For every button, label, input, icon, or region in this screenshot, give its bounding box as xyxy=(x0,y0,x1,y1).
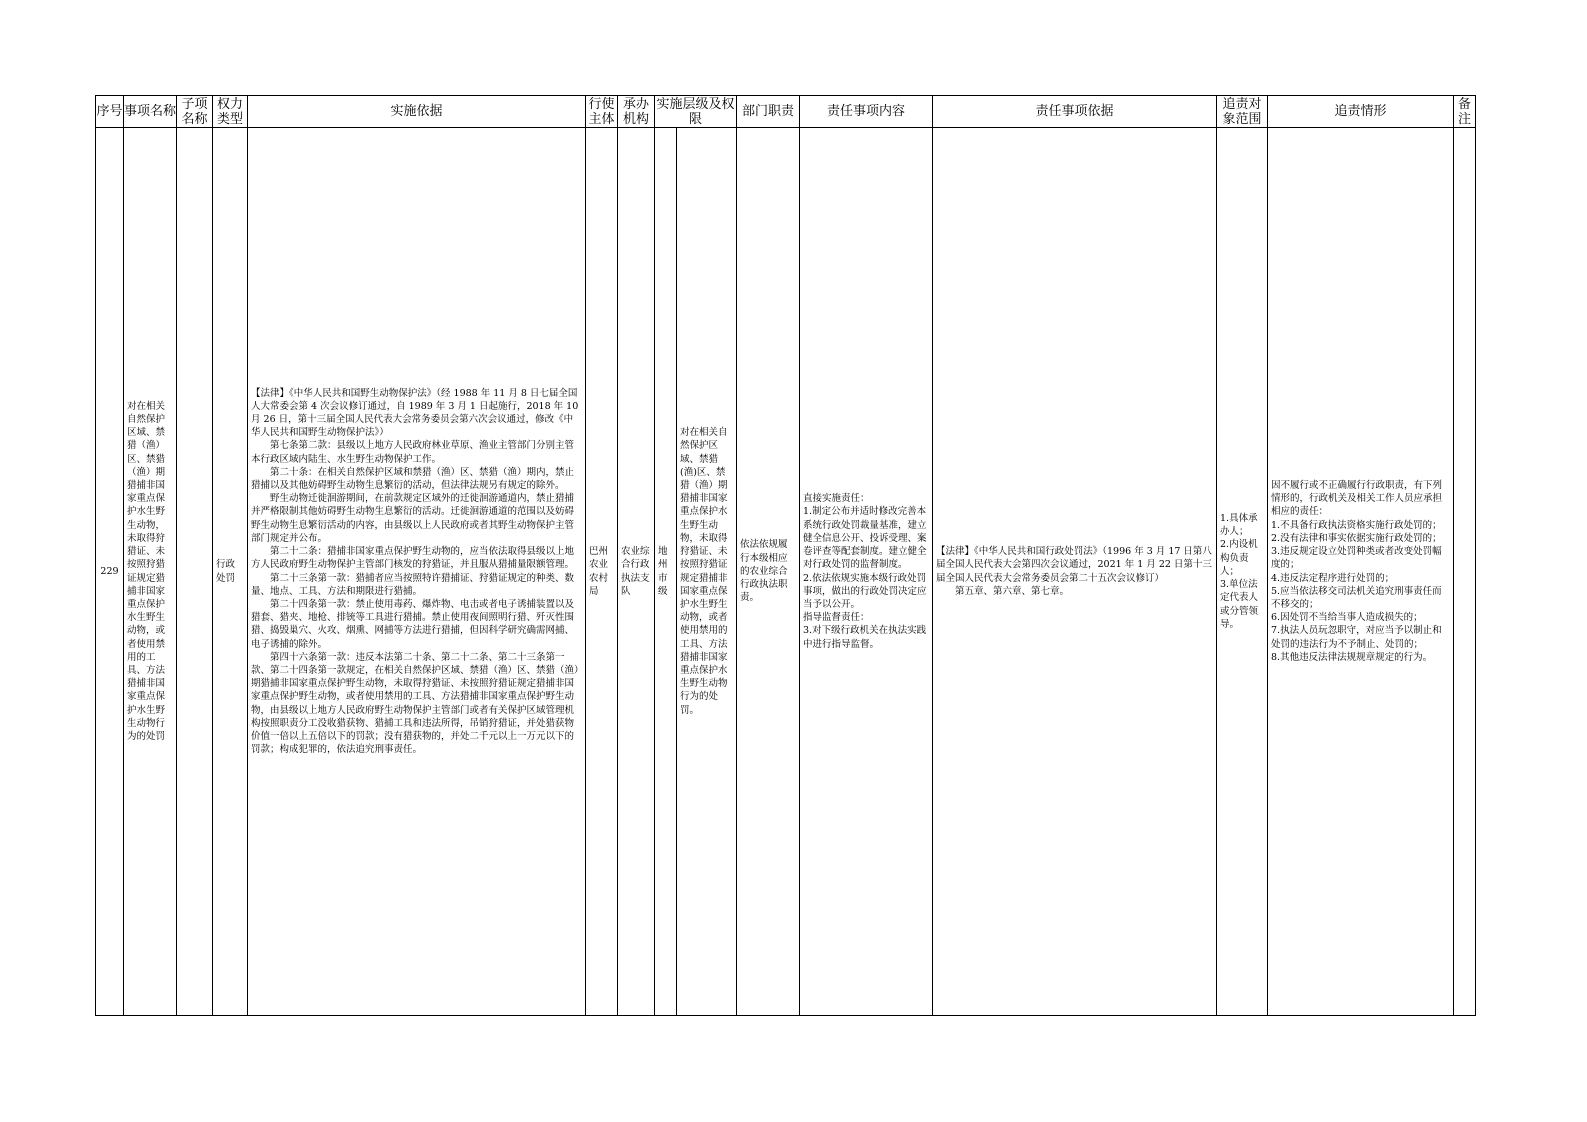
cell-seq: 229 xyxy=(96,128,124,1016)
account-scope-line: 3.单位法定代表人或分管领导。 xyxy=(1220,579,1259,630)
cell-level: 地州市级 xyxy=(655,128,677,1016)
header-duty: 部门职责 xyxy=(737,96,800,128)
header-resp-basis: 责任事项依据 xyxy=(933,96,1217,128)
cell-subject: 巴州农业农村局 xyxy=(586,128,618,1016)
header-basis: 实施依据 xyxy=(248,96,586,128)
header-resp-content: 责任事项内容 xyxy=(800,96,933,128)
resp-basis-line: 【法律】《中华人民共和国行政处罚法》（1996 年 3 月 17 日第八届全国人民代表大会第四次会议通过，2021 年 1 月 22 日第十三届全国人民代表大会常务委员会第二十五次会议修订） xyxy=(936,546,1212,584)
basis-paragraph: 【法律】《中华人民共和国野生动物保护法》（经 1988 年 11 月 8 日七届全国人大常委会第 4 次会议修订通过，自 1989 年 3 月 1 日起施行，2018 年 10 月 26 日，第十三届全国人民代表大会常务委员会第六次会议通过，修改《中华人民共和国野生动物保护法》） xyxy=(251,387,579,439)
resp-content-line: 指导监督责任： xyxy=(803,612,870,624)
cell-authority: 对在相关自然保护区域、禁猎(渔)区、禁猎（渔）期猎捕非国家重点保护水生野生动物，未取得狩猎证、未按照狩猎证规定猎捕非国家重点保护水生野生动物，或者使用禁用的工具、方法猎捕非国家重点保护水生野生动物行为的处罚。 xyxy=(677,128,737,1016)
account-case-line: 6.因处罚不当给当事人造成损失的； xyxy=(1271,612,1423,624)
header-account-case: 追责情形 xyxy=(1268,96,1454,128)
basis-paragraph: 第二十四条第一款：禁止使用毒药、爆炸物、电击或者电子诱捕装置以及猎套、猎夹、地枪、排铳等工具进行猎捕。禁止使用夜间照明行猎、歼灭性围猎、捣毁巢穴、火攻、烟熏、网捕等方法进行猎捕，但因科学研究确需网捕、电子诱捕的除外。 xyxy=(251,598,575,650)
header-seq: 序号 xyxy=(96,96,124,128)
cell-account-case xyxy=(1268,128,1454,1016)
account-case-line: 4.违反法定程序进行处罚的； xyxy=(1271,572,1395,584)
header-remark: 备注 xyxy=(1454,96,1476,128)
cell-sub-item xyxy=(177,128,213,1016)
cell-resp-content xyxy=(800,128,933,1016)
header-power-type: 权力类型 xyxy=(213,96,248,128)
resp-basis-line: 第五章、第六章、第七章。 xyxy=(955,585,1070,597)
cell-agency: 农业综合行政执法支队 xyxy=(618,128,655,1016)
account-case-line: 7.执法人员玩忽职守，对应当予以制止和处罚的违法行为不予制止、处罚的； xyxy=(1271,625,1442,650)
basis-paragraph: 第二十条：在相关自然保护区域和禁猎（渔）区、禁猎（渔）期内，禁止猎捕以及其他妨碍野生动物生息繁衍的活动，但法律法规另有规定的除外。 xyxy=(251,466,575,492)
power-list-table xyxy=(95,95,1476,1016)
header-account-scope: 追责对象范围 xyxy=(1217,96,1268,128)
cell-power-type: 行政处罚 xyxy=(213,128,248,1016)
resp-content-line: 3.对下级行政机关在执法实践中进行指导监督。 xyxy=(803,625,927,650)
header-row xyxy=(96,96,1476,128)
header-sub-item: 子项名称 xyxy=(177,96,213,128)
basis-paragraph: 野生动物迁徙洄游期间，在前款规定区域外的迁徙洄游通道内，禁止猎捕并严格限制其他妨碍野生动物生息繁衍的活动。迁徙洄游通道的范围以及妨碍野生动物生息繁衍活动的内容，由县级以上人民政府或者其野生动物保护主管部门规定并公布。 xyxy=(251,493,575,544)
header-item-name: 事项名称 xyxy=(124,96,177,128)
account-case-line: 5.应当依法移交司法机关追究刑事责任而不移交的； xyxy=(1271,585,1442,610)
resp-content-line: 1.制定公布并适时修改完善本系统行政处罚裁量基准，建立健全信息公开、投诉受理、案卷评查等配套制度。建立健全对行政处罚的监督制度。 xyxy=(803,506,927,571)
header-subject: 行使主体 xyxy=(586,96,618,128)
cell-item-name: 对在相关自然保护区域、禁猎（渔）区、禁猎（渔）期猎捕非国家重点保护水生野生动物，未取得狩猎证、未按照狩猎证规定猎捕非国家重点保护水生野生动物，或者使用禁用的工具、方法猎捕非国家重点保护水生野生动物行为的处罚 xyxy=(124,128,177,1016)
cell-resp-basis xyxy=(933,128,1217,1016)
cell-account-scope xyxy=(1217,128,1268,1016)
account-case-line: 2.没有法律和事实依据实施行政处罚的； xyxy=(1271,532,1442,544)
basis-paragraph: 第二十二条：猎捕非国家重点保护野生动物的，应当依法取得县级以上地方人民政府野生动物保护主管部门核发的狩猎证，并且服从猎捕量限额管理。 xyxy=(251,546,575,571)
cell-remark xyxy=(1454,128,1476,1016)
header-level: 实施层级及权限 xyxy=(656,96,735,127)
account-scope-line: 2.内设机构负责人； xyxy=(1220,539,1258,577)
cell-duty: 依法依规履行本级相应的农业综合行政执法职责。 xyxy=(737,128,800,1016)
account-case-line: 1.不具备行政执法资格实施行政处罚的； xyxy=(1271,519,1442,531)
cell-basis xyxy=(248,128,586,1016)
basis-paragraph: 第四十六条第一款：违反本法第二十条、第二十二条、第二十三条第一款、第二十四条第一款规定，在相关自然保护区域、禁猎（渔）区、禁猎（渔）期猎捕非国家重点保护野生动物，未取得狩猎证、未按照狩猎证规定猎捕非国家重点保护野生动物，或者使用禁用的工具、方法猎捕非国家重点保护野生动物，由县级以上地方人民政府野生动物保护主管部门或者有关保护区域管理机构按照职责分工没收猎获物、猎捕工具和违法所得，吊销狩猎证，并处猎获物价值一倍以上五倍以下的罚款；没有猎获物的，并处二千元以上一万元以下的罚款；构成犯罪的，依法追究刑事责任。 xyxy=(251,651,579,756)
account-case-line: 因不履行或不正确履行行政职责，有下列情形的，行政机关及相关工作人员应承担相应的责任： xyxy=(1271,480,1443,518)
table-row xyxy=(96,128,1476,1016)
account-case-line: 3.违反规定设立处罚种类或者改变处罚幅度的； xyxy=(1271,546,1442,571)
header-agency: 承办机构 xyxy=(618,96,655,128)
basis-paragraph: 第二十三条第一款：猎捕者应当按照特许猎捕证、狩猎证规定的种类、数量、地点、工具、方法和期限进行猎捕。 xyxy=(251,572,575,597)
account-case-line: 8.其他违反法律法规规章规定的行为。 xyxy=(1271,651,1433,663)
resp-content-line: 直接实施责任： xyxy=(803,493,870,505)
resp-content-line: 2.依法依规实施本级行政处罚事项，做出的行政处罚决定应当予以公开。 xyxy=(803,572,927,610)
account-scope-line: 1.具体承办人； xyxy=(1220,513,1258,538)
basis-paragraph: 第七条第二款：县级以上地方人民政府林业草原、渔业主管部门分别主管本行政区域内陆生、水生野生动物保护工作。 xyxy=(251,440,575,465)
